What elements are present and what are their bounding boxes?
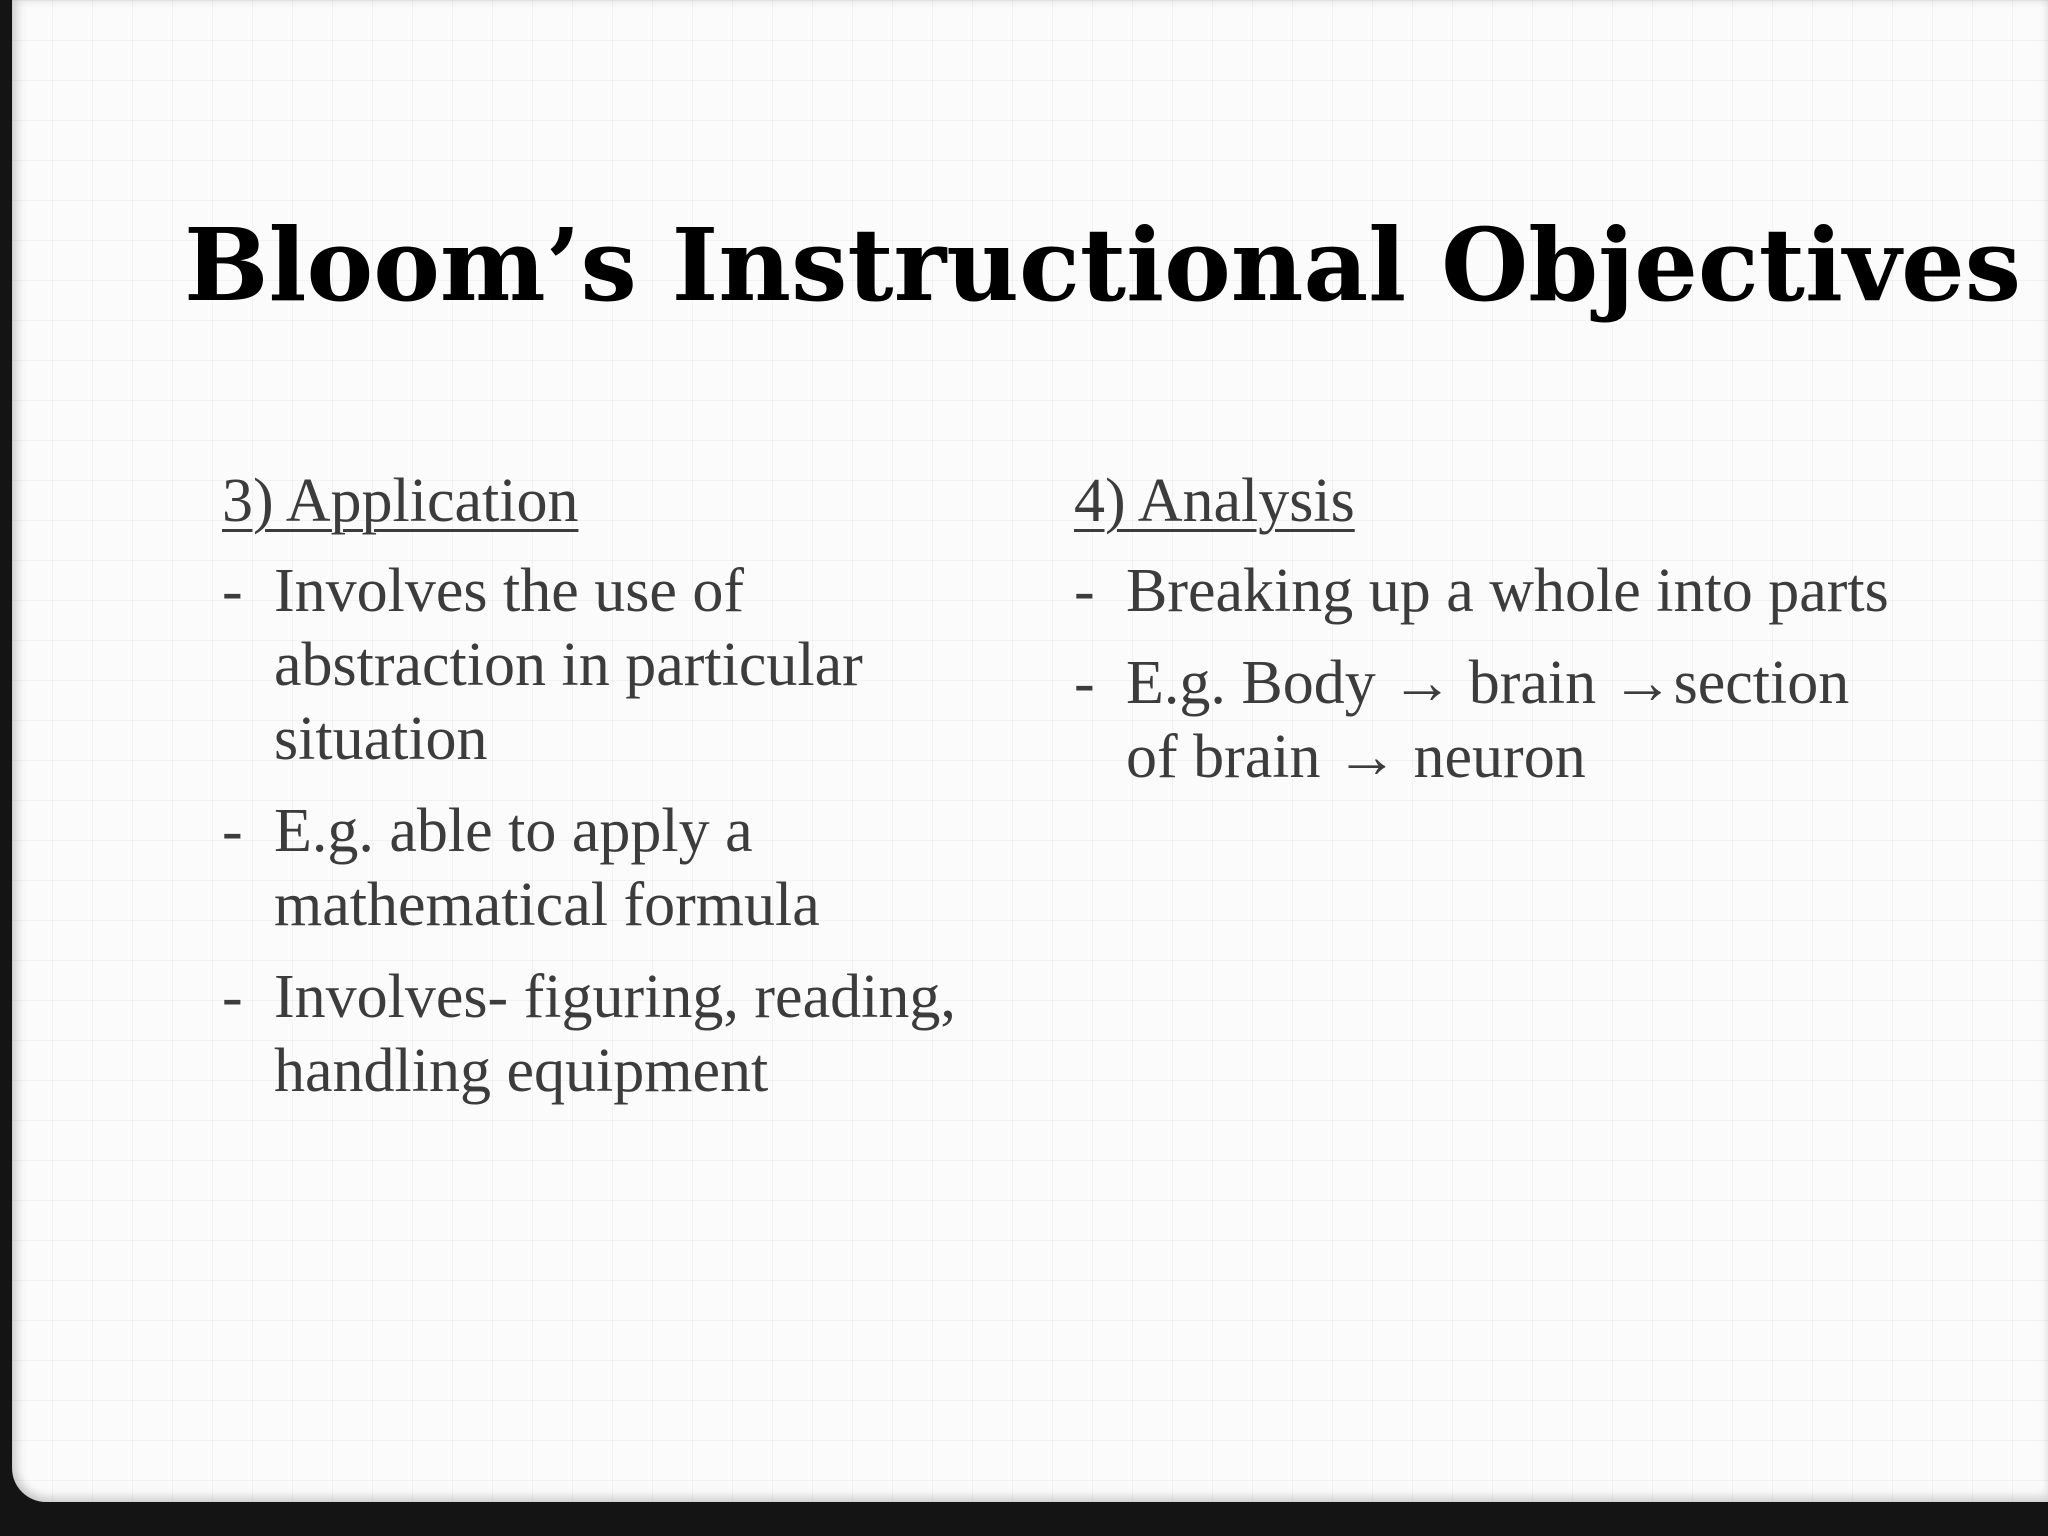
bullet-text: E.g. Body → brain →section of brain → neuron xyxy=(1126,649,1850,791)
bullet-dash: - xyxy=(1074,649,1095,717)
bullet-list-application xyxy=(222,554,1012,1108)
list-item xyxy=(1074,646,1904,794)
column-application xyxy=(222,464,1012,1126)
list-item xyxy=(222,960,1012,1108)
bullet-dash: - xyxy=(222,557,243,625)
bullet-text: Breaking up a whole into parts xyxy=(1126,557,1889,625)
bullet-text: E.g. able to apply a mathematical formula xyxy=(274,797,820,939)
list-item xyxy=(1074,554,1904,628)
column-heading-analysis: 4) Analysis xyxy=(1074,467,1355,535)
bullet-dash: - xyxy=(1074,557,1095,625)
bullet-text: Involves- figuring, reading, handling equipment xyxy=(274,963,956,1105)
column-heading-application: 3) Application xyxy=(222,467,579,535)
bullet-text: Involves the use of abstraction in particular situation xyxy=(274,557,863,773)
bullet-dash: - xyxy=(222,797,243,865)
slide xyxy=(12,0,2048,1502)
list-item xyxy=(222,794,1012,942)
slide-title: Bloom’s Instructional Objectives xyxy=(184,206,2022,324)
list-item xyxy=(222,554,1012,776)
bullet-list-analysis xyxy=(1074,554,1904,794)
column-analysis xyxy=(1074,464,1904,812)
bullet-dash: - xyxy=(222,963,243,1031)
